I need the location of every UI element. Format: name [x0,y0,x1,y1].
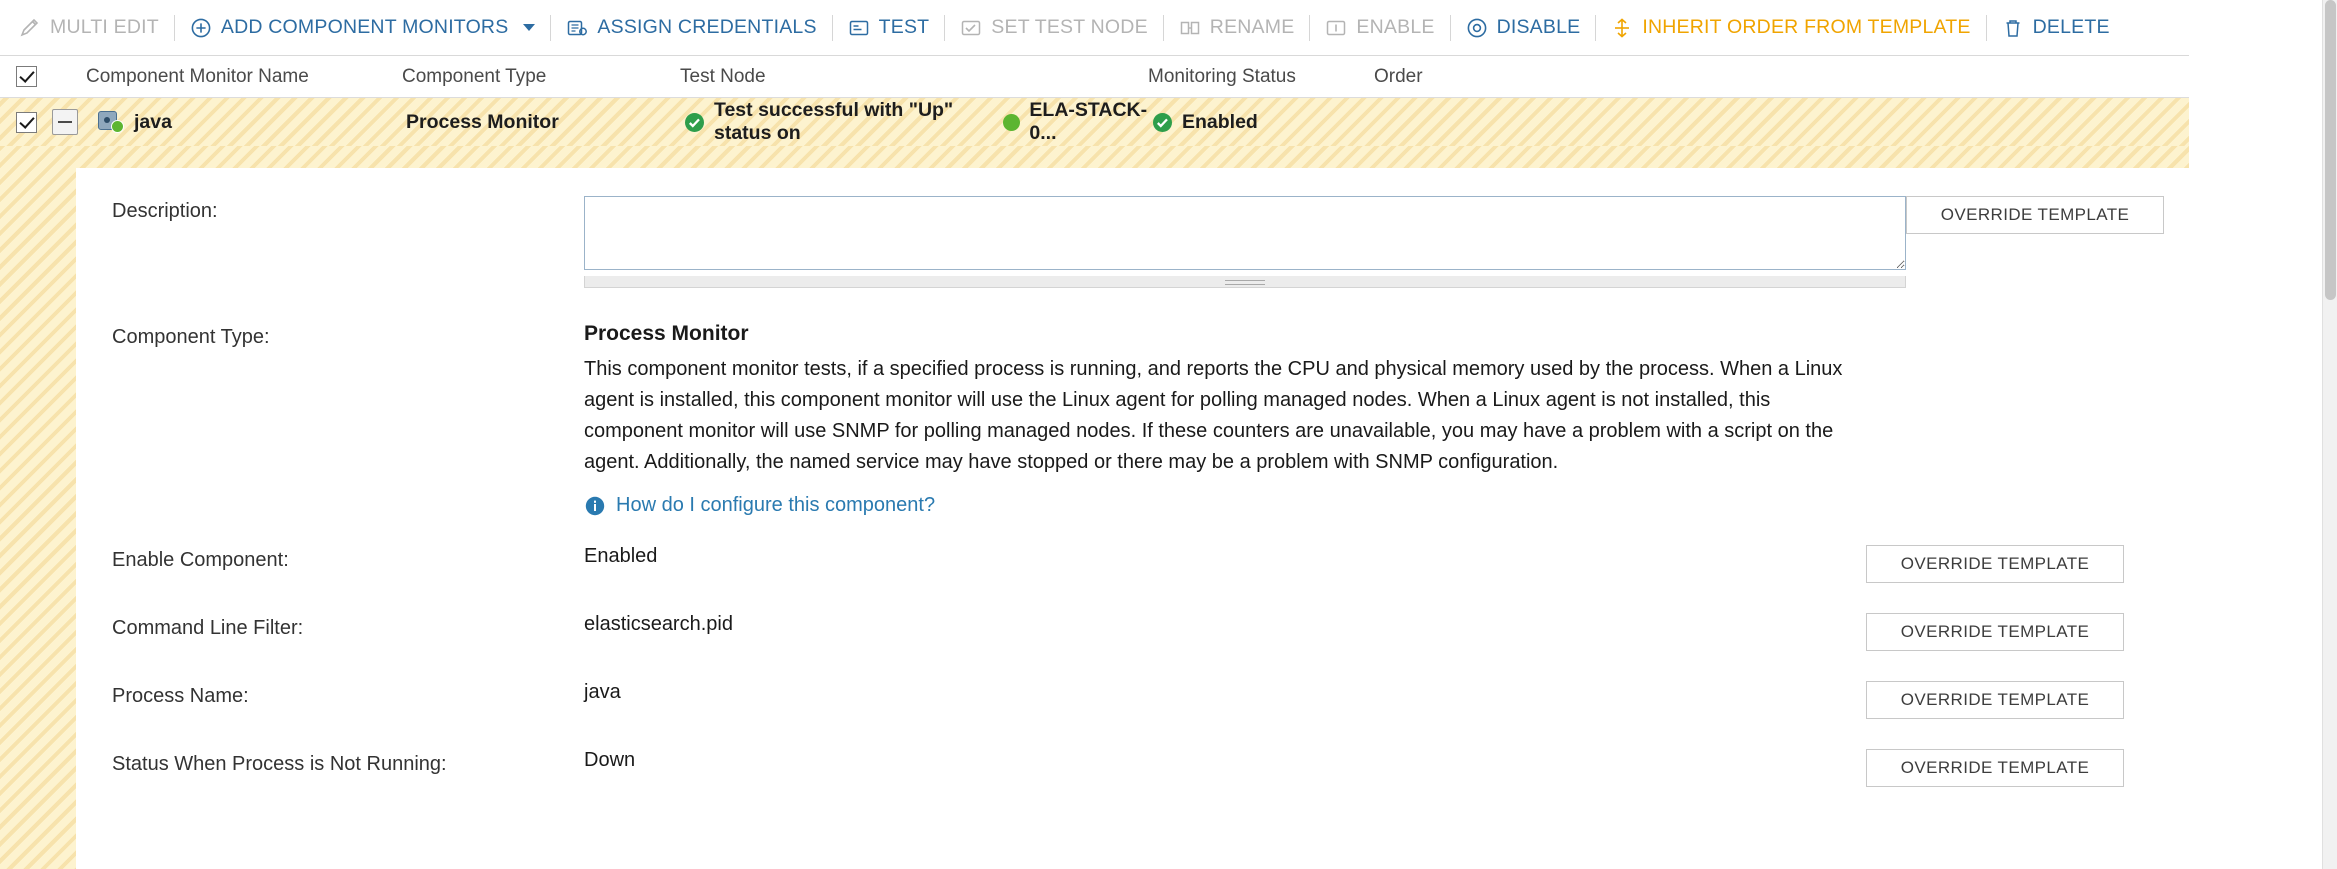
row-test-node-cell [684,99,1152,145]
field-command-line-filter [112,613,2166,651]
node-status-dot-icon [1003,114,1020,131]
toolbar-separator [944,15,945,41]
toolbar-separator [550,15,551,41]
toolbar-separator [1450,15,1451,41]
info-icon [584,495,606,517]
toolbar-multi-edit-label: MULTI EDIT [50,16,159,38]
toolbar [0,0,2337,56]
component-detail-panel [76,168,2206,869]
toolbar-separator [832,15,833,41]
field-description [112,196,2166,288]
row-name-cell [98,111,406,134]
trash-icon [2002,17,2024,39]
component-type-content [584,322,1866,517]
disable-icon [1466,17,1488,39]
toolbar-rename-button[interactable] [1166,10,1308,45]
status-check-circle-icon [1152,112,1173,133]
field-label-component-type: Component Type: [112,326,270,348]
row-detail-stripe [0,146,2337,869]
toolbar-enable-button[interactable] [1312,10,1447,45]
column-header-component-monitor-name[interactable]: Component Monitor Name [86,65,309,87]
process-name-button-cell [1866,681,2166,719]
toolbar-separator [1163,15,1164,41]
column-header-test-node[interactable]: Test Node [680,65,766,87]
select-all-checkbox-cell[interactable] [0,66,52,87]
select-all-checkbox[interactable] [16,66,37,87]
override-template-button-process-name[interactable]: OVERRIDE TEMPLATE [1866,681,2124,719]
row-monitoring-status-cell [1152,111,1382,134]
column-header-order[interactable]: Order [1374,65,1423,87]
row-component-type: Process Monitor [406,110,559,133]
toolbar-assign-credentials-label: ASSIGN CREDENTIALS [597,16,817,38]
pencil-icon [19,17,41,39]
toolbar-separator [1309,15,1310,41]
toolbar-delete-label: DELETE [2032,16,2110,38]
field-label-description: Description: [112,200,218,222]
toolbar-set-test-node-label: SET TEST NODE [991,16,1148,38]
toolbar-multi-edit-button[interactable] [6,10,172,45]
toolbar-test-button[interactable] [835,10,943,45]
toolbar-rename-label: RENAME [1209,16,1295,38]
toolbar-delete-button[interactable] [1989,10,2123,45]
description-resize-handle[interactable] [584,276,1906,288]
field-enable-component [112,545,2166,583]
toolbar-inherit-order-button[interactable] [1598,10,1983,45]
test-icon [848,17,870,39]
field-component-type [112,322,2166,517]
command-line-filter-button-cell [1866,613,2166,651]
row-monitoring-status: Enabled [1182,110,1258,133]
field-process-name [112,681,2166,719]
field-label-status-when-process-not-running: Status When Process is Not Running: [112,753,447,775]
enable-component-button-cell [1866,545,2166,583]
description-input-wrap [584,196,1906,288]
component-type-description: This component monitor tests, if a specified process is running, and reports the CPU and physical memory used by the process. When a Linux agent is installed, this component monitor will use the Linux agent for polling managed nodes. When a Linux agent is not installed, this component monitor will use SNMP for polling managed nodes. If these counters are unavailable, you may have a problem with a script on the agent. Additionally, the named service may have stopped or there may be a problem with SNMP configuration. [584,358,1843,473]
column-header-component-type[interactable]: Component Type [402,65,547,87]
toolbar-inherit-order-label: INHERIT ORDER FROM TEMPLATE [1642,16,1971,38]
toolbar-add-component-monitors-button[interactable] [177,10,549,45]
field-status-when-process-not-running [112,749,2166,787]
field-value-enable-component: Enabled [584,545,658,567]
override-template-button-status-not-running[interactable]: OVERRIDE TEMPLATE [1866,749,2124,787]
credentials-icon [566,17,588,39]
row-component-monitor-name[interactable]: java [134,110,172,133]
override-template-button-command-line-filter[interactable]: OVERRIDE TEMPLATE [1866,613,2124,651]
row-expander-cell[interactable] [52,109,98,135]
toolbar-separator [1986,15,1987,41]
description-input[interactable] [584,196,1906,270]
toolbar-add-component-monitors-label: ADD COMPONENT MONITORS [220,16,509,38]
field-value-process-name: java [584,681,621,703]
toolbar-test-label: TEST [878,16,930,38]
toolbar-separator [1595,15,1596,41]
field-value-status-when-process-not-running: Down [584,749,636,771]
table-header-row [0,56,2337,98]
override-template-button-enable-component[interactable]: OVERRIDE TEMPLATE [1866,545,2124,583]
toolbar-separator [174,15,175,41]
page-scrollbar[interactable] [2322,0,2337,869]
override-template-button-description[interactable]: OVERRIDE TEMPLATE [1906,196,2164,234]
inherit-order-icon [1611,17,1633,39]
description-button-cell [1906,196,2206,234]
row-checkbox-cell[interactable] [0,112,52,133]
rename-icon [1179,17,1201,39]
enable-icon [1325,17,1347,39]
toolbar-set-test-node-button[interactable] [947,10,1160,45]
toolbar-disable-label: DISABLE [1496,16,1581,38]
component-type-title: Process Monitor [584,322,749,345]
status-not-running-button-cell [1866,749,2166,787]
row-test-result-text: Test successful with "Up" status on [714,99,954,144]
configure-component-help-label: How do I configure this component? [616,494,936,516]
row-checkbox[interactable] [16,112,37,133]
field-label-process-name: Process Name: [112,685,249,707]
toolbar-enable-label: ENABLE [1356,16,1435,38]
table-row[interactable] [0,98,2337,146]
collapse-icon[interactable] [52,109,78,135]
toolbar-disable-button[interactable] [1453,10,1594,45]
right-margin [2189,0,2322,869]
process-monitor-icon [98,111,124,133]
page-scrollbar-thumb[interactable] [2325,0,2336,300]
check-circle-icon [684,112,705,133]
set-test-node-icon [960,17,982,39]
chevron-down-icon[interactable] [523,24,535,31]
field-label-enable-component: Enable Component: [112,549,289,571]
row-test-node-name: ELA-STACK-0... [1029,99,1148,144]
field-label-command-line-filter: Command Line Filter: [112,617,304,639]
field-value-command-line-filter: elasticsearch.pid [584,613,733,635]
plus-circle-icon [190,17,212,39]
configure-component-help-link[interactable] [584,494,1866,517]
toolbar-assign-credentials-button[interactable] [553,10,829,45]
column-header-monitoring-status[interactable]: Monitoring Status [1148,65,1296,87]
